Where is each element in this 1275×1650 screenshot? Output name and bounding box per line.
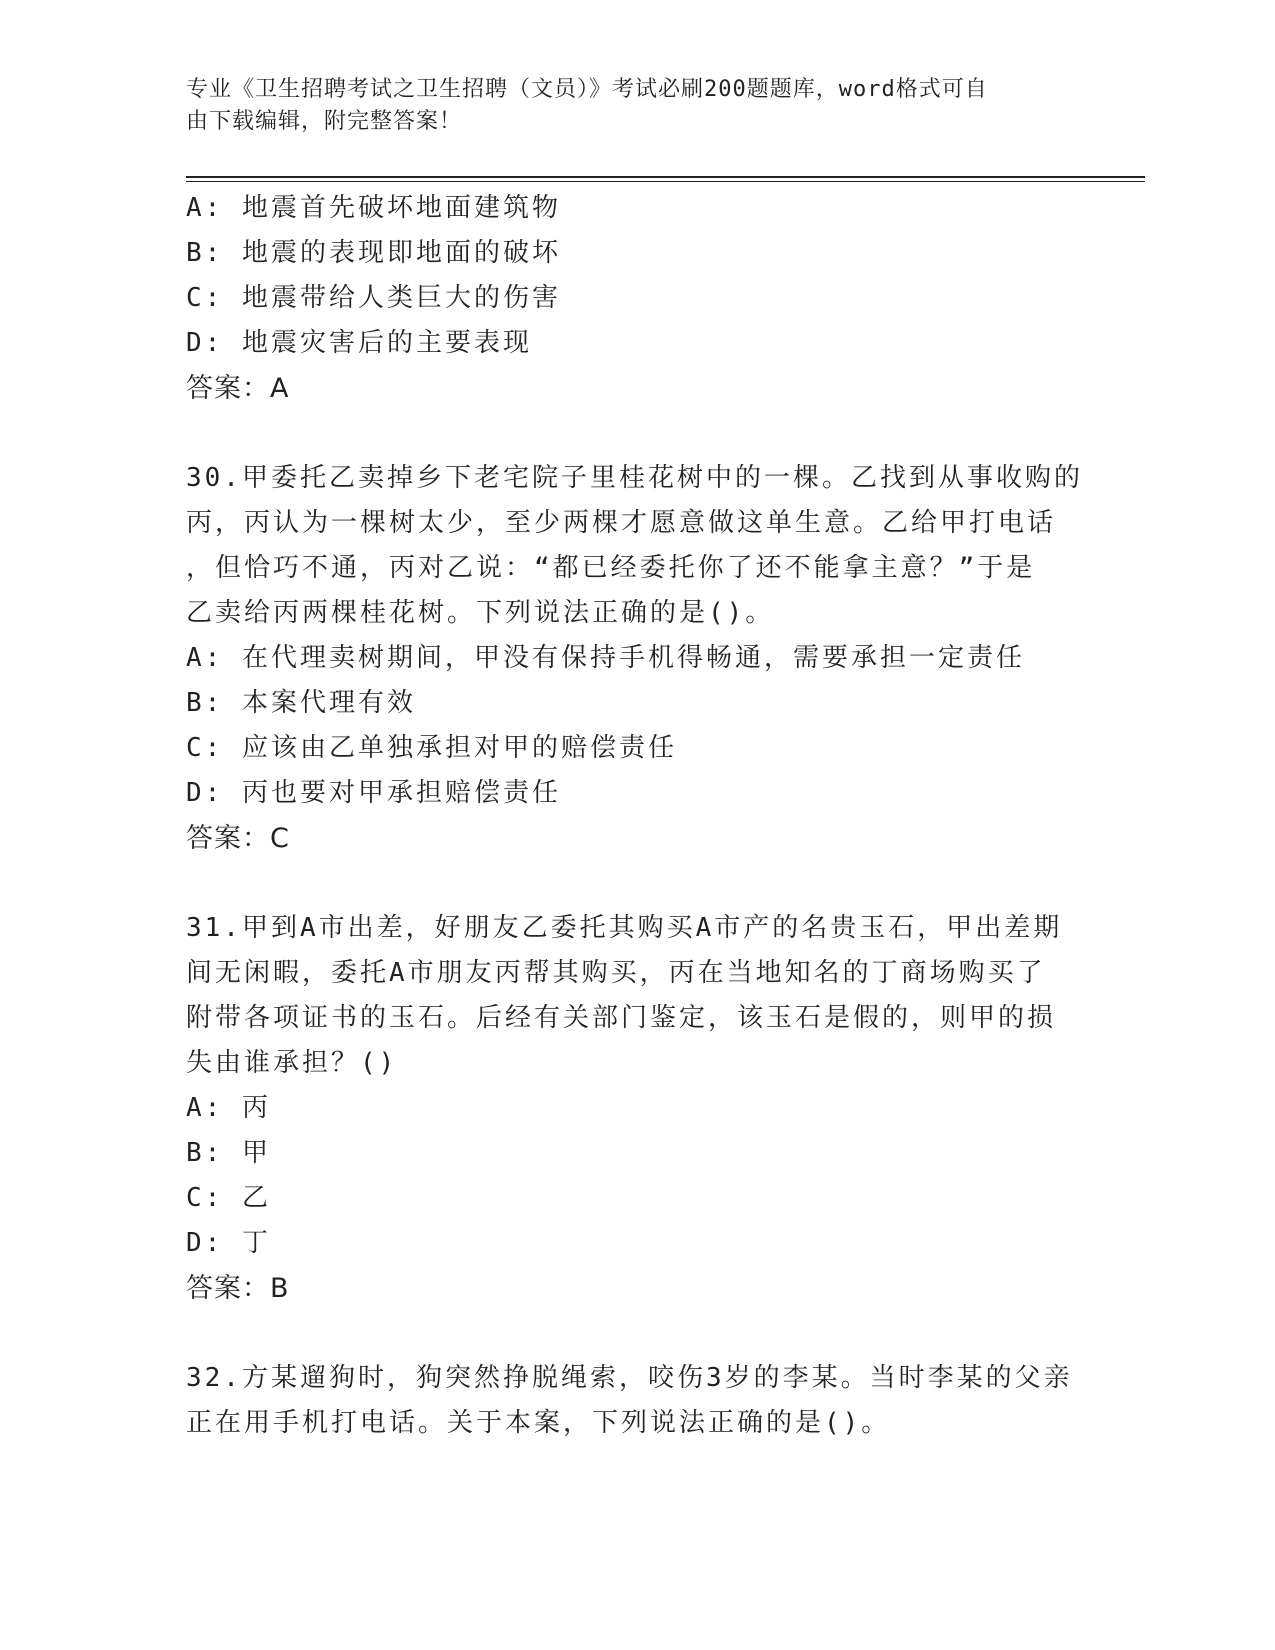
question-text-line: 乙卖给丙两棵桂花树。下列说法正确的是()。	[186, 598, 775, 628]
option-a: A: 在代理卖树期间，甲没有保持手机得畅通，需要承担一定责任	[186, 643, 1025, 673]
document-header	[186, 74, 1066, 138]
question-text-line: 31.甲到A市出差，好朋友乙委托其购买A市产的名贵玉石，甲出差期	[186, 913, 1063, 943]
option-d: D: 地震灾害后的主要表现	[186, 328, 532, 358]
question-31-block	[186, 906, 1086, 1311]
question-text-line: 失由谁承担？()	[186, 1048, 398, 1078]
header-divider-thick	[186, 176, 1145, 178]
question-text-line: 32.方某遛狗时，狗突然挣脱绳索，咬伤3岁的李某。当时李某的父亲	[186, 1363, 1073, 1393]
question-32-block	[186, 1356, 1086, 1446]
header-line-1: 专业《卫生招聘考试之卫生招聘（文员）》考试必刷200题题库，word格式可自	[186, 77, 988, 102]
answer-line: 答案：C	[186, 823, 290, 854]
question-29-block	[186, 186, 1086, 411]
question-30-block	[186, 456, 1086, 861]
question-text-line: 附带各项证书的玉石。后经有关部门鉴定，该玉石是假的，则甲的损	[186, 1003, 1057, 1033]
question-text-line: 丙，丙认为一棵树太少，至少两棵才愿意做这单生意。乙给甲打电话	[186, 508, 1057, 538]
option-a: A: 丙	[186, 1093, 271, 1123]
header-line-2: 由下载编辑，附完整答案！	[186, 109, 463, 134]
question-text-line: 正在用手机打电话。关于本案，下列说法正确的是()。	[186, 1408, 891, 1438]
question-text-line: 间无闲暇，委托A市朋友丙帮其购买，丙在当地知名的丁商场购买了	[186, 958, 1046, 988]
option-b: B: 本案代理有效	[186, 688, 416, 718]
option-d: D: 丁	[186, 1228, 271, 1258]
question-text-line: ，但恰巧不通，丙对乙说：“都已经委托你了还不能拿主意？”于是	[186, 553, 1036, 583]
option-c: C: 乙	[186, 1183, 271, 1213]
option-d: D: 丙也要对甲承担赔偿责任	[186, 778, 561, 808]
option-c: C: 地震带给人类巨大的伤害	[186, 283, 561, 313]
answer-line: 答案：A	[186, 373, 290, 404]
answer-line: 答案：B	[186, 1273, 290, 1304]
question-text-line: 30.甲委托乙卖掉乡下老宅院子里桂花树中的一棵。乙找到从事收购的	[186, 463, 1083, 493]
option-b: B: 地震的表现即地面的破坏	[186, 238, 561, 268]
option-c: C: 应该由乙单独承担对甲的赔偿责任	[186, 733, 677, 763]
header-divider-thin	[186, 181, 1145, 182]
document-body	[186, 186, 1086, 1446]
option-b: B: 甲	[186, 1138, 271, 1168]
option-a: A: 地震首先破坏地面建筑物	[186, 193, 561, 223]
